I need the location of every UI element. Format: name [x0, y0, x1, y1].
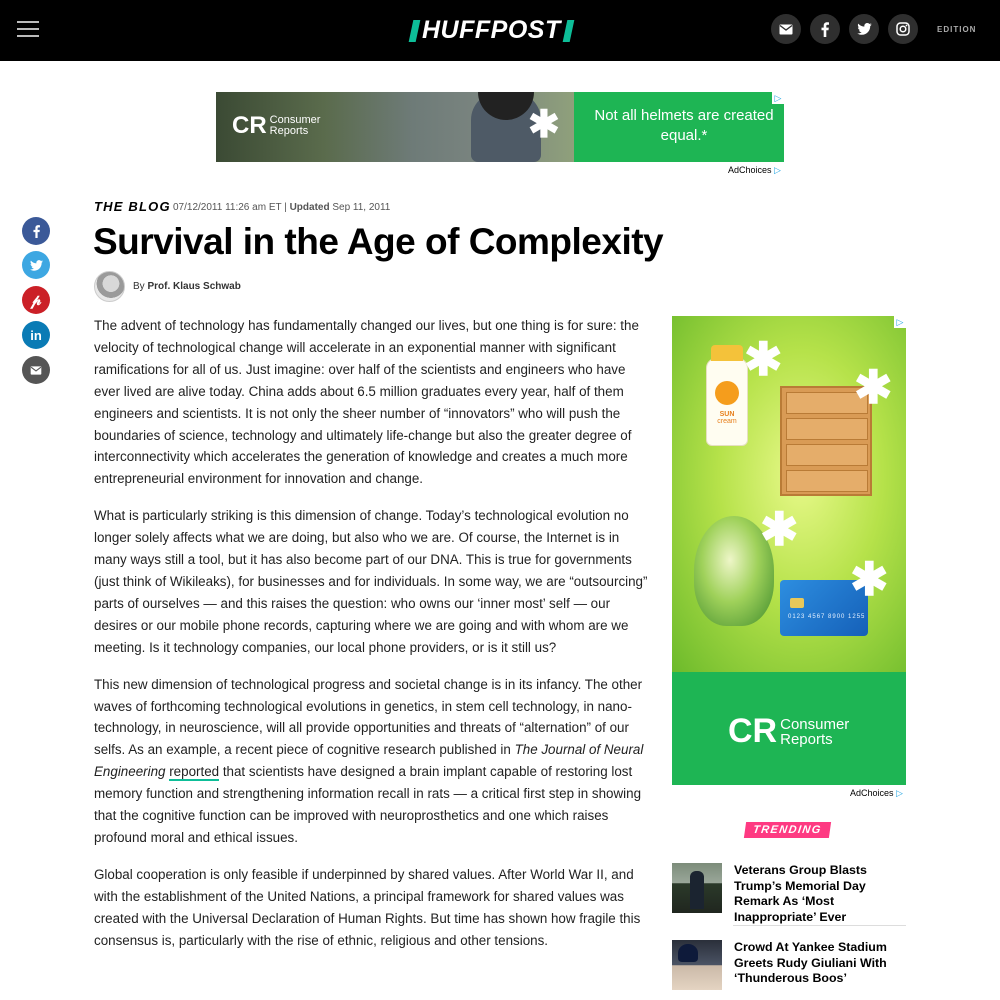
article-title: Survival in the Age of Complexity — [93, 221, 664, 262]
article-timestamp: 07/12/2011 11:26 am ET | Updated Sep 11, 2011 — [173, 202, 391, 213]
trending-title: Crowd At Yankee Stadium Greets Rudy Giuliani With ‘Thunderous Boos’ — [734, 940, 887, 985]
divider — [733, 925, 906, 926]
sidebar-ad[interactable] — [672, 316, 906, 785]
asterisk-icon: ✱ — [744, 333, 783, 385]
asterisk-icon: ✱ — [760, 503, 799, 555]
author-link[interactable]: Prof. Klaus Schwab — [147, 281, 241, 292]
linkedin-icon: in — [30, 327, 42, 343]
paragraph: What is particularly striking is this dimension of change. Today’s technological evolution no longer solely affects what we are doing, but also who we are. Of course, the Internet is in many ways still a tool, but it has also become part of our DNA. This is true for governments (just think of Wikileaks), for businesses and for individuals. In some way, we are “outsourcing” parts of ourselves — and this raises the question: who owns our ‘inner most’ self — our desires or our mobile phone records, capturing where we are going and with whom are we meeting. Is it technology companies, our local phone providers, or is it still us? — [94, 508, 648, 655]
facebook-icon[interactable] — [810, 14, 840, 44]
article-body — [94, 315, 649, 966]
adchoices-icon[interactable]: ▷ — [894, 316, 906, 328]
section-label[interactable]: THE BLOG — [94, 199, 171, 214]
reported-link[interactable]: reported — [169, 764, 220, 780]
consumer-reports-logo: CR Consumer Reports — [232, 112, 321, 139]
pinterest-icon: 𝓅 — [30, 291, 42, 309]
twitter-icon[interactable] — [849, 14, 879, 44]
trending-item[interactable] — [672, 940, 906, 990]
paragraph: The advent of technology has fundamentally changed our lives, but one thing is for sure: the velocity of technological change will accelerate in an exponential manner with significant ramifications for all of us. Just imagine: over half of the scientists and engineers who have ever lived are alive today. China adds about 6.5 million graduates every year, half of them engineers and scientists. It is not only the sheer number of “innovators” who will push the boundaries of science, technology and ultimately life-change but also the greater degree of interconnectivity which accelerates the generation of knowledge and creates a much more entrepreneurial environment for innovation and change. — [94, 318, 639, 487]
edition-menu[interactable]: EDITION — [937, 25, 977, 34]
sunscreen-image: SUN cream — [706, 358, 748, 446]
asterisk-icon: ✱ — [854, 361, 893, 413]
trending-thumbnail — [672, 863, 722, 913]
mail-icon[interactable] — [771, 14, 801, 44]
adchoices-link[interactable]: AdChoices ▷ — [850, 788, 903, 798]
trending-thumbnail — [672, 940, 722, 990]
adchoices-link[interactable]: AdChoices ▷ — [728, 165, 781, 175]
share-twitter-button[interactable] — [22, 251, 50, 279]
consumer-reports-logo: CR Consumer Reports — [728, 712, 850, 750]
adchoices-icon[interactable]: ▷ — [772, 92, 784, 104]
share-facebook-button[interactable] — [22, 217, 50, 245]
share-email-button[interactable] — [22, 356, 50, 384]
menu-icon[interactable] — [17, 21, 39, 39]
trending-item[interactable] — [672, 863, 906, 925]
asterisk-icon: ✱ — [850, 553, 889, 605]
trending-label: TRENDING — [744, 822, 831, 838]
paragraph: This new dimension of technological progress and societal change is in its infancy. The other waves of forthcoming technological evolutions in genetics, in stem cell technology, in nano-technology, in neuroscience, will all provide opportunities and threats of “alternation” of our selfs. As an example, a recent piece of cognitive research published in The Journal of Neural Engineering reported that scientists have designed a brain implant capable of restoring lost memory function and strengthening information recall in rats — a critical first step in showing that the cognitive function can be improved with neuroprosthetics and one which raises profound moral and ethical issues. — [94, 676, 644, 845]
asterisk-icon: ✱ — [528, 104, 560, 146]
byline: By Prof. Klaus Schwab — [133, 281, 241, 292]
trending-title: Veterans Group Blasts Trump’s Memorial Day Remark As ‘Most Inappropriate’ Ever — [734, 863, 867, 924]
paragraph: Global cooperation is only feasible if underpinned by shared values. After World War II, and with the establishment of the United Nations, a principal framework for shared values was created with the Universal Declaration of Human Rights. But time has shown how fragile this consensus is, particularly with the rise of ethnic, religious and other tensions. — [94, 866, 641, 948]
ad-message: Not all helmets are created equal.* — [594, 107, 774, 144]
ad-photo-cyclist — [216, 92, 574, 162]
instagram-icon[interactable] — [888, 14, 918, 44]
site-header — [0, 0, 1000, 61]
share-linkedin-button[interactable] — [22, 321, 50, 349]
credit-card-image: 0123 4567 8900 1255 — [780, 580, 868, 636]
share-pinterest-button[interactable] — [22, 286, 50, 314]
author-avatar[interactable] — [94, 271, 125, 302]
top-banner-ad[interactable] — [216, 92, 784, 162]
logo-text: HUFFPOST — [422, 16, 561, 44]
huffpost-logo[interactable] — [411, 18, 572, 43]
journal-name: The Journal of Neural Engineering — [94, 742, 644, 780]
